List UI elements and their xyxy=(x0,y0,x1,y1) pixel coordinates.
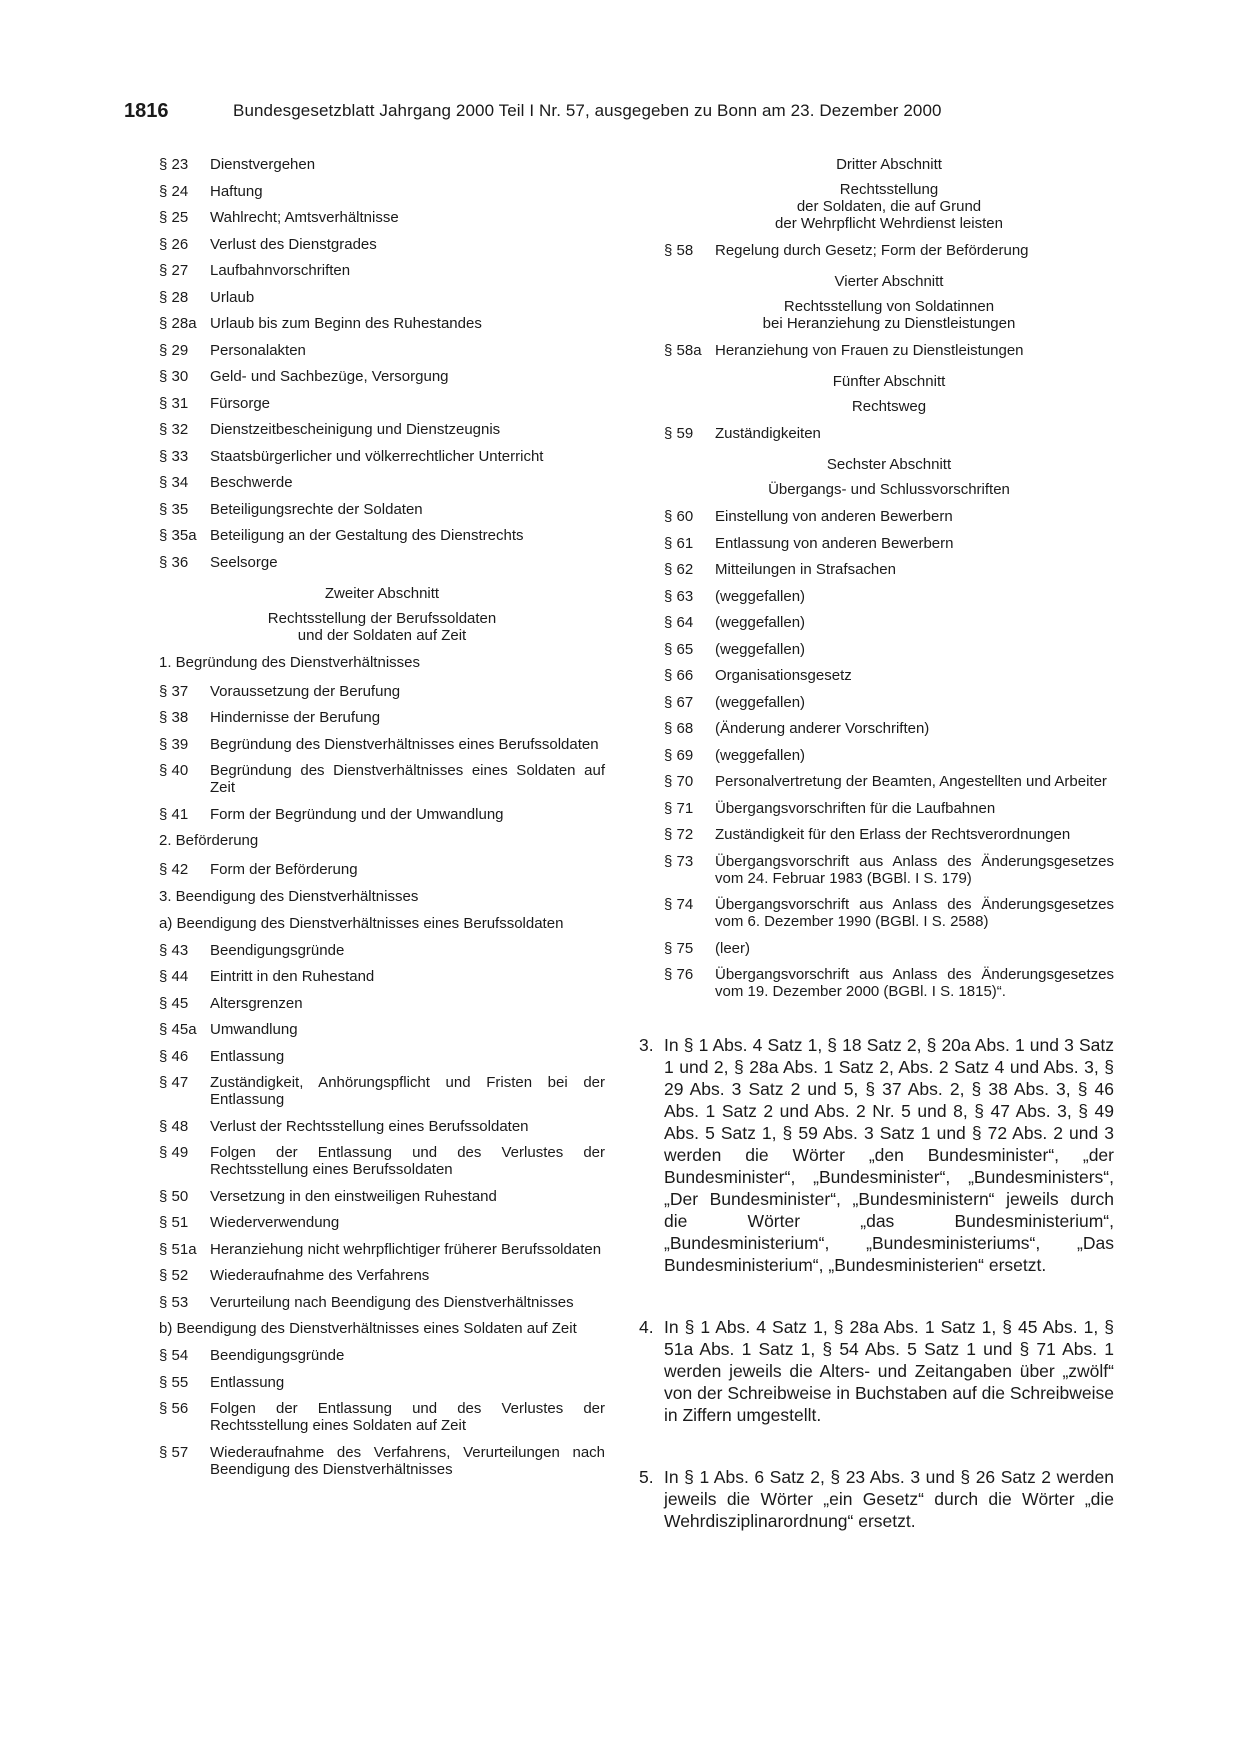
toc-entry xyxy=(159,236,605,253)
section-number: § 48 xyxy=(159,1117,189,1135)
section-number: § 73 xyxy=(664,852,694,870)
section-title-text: Dienstvergehen xyxy=(210,156,316,173)
section-subtitle: Rechtsweg xyxy=(851,398,927,415)
section-number: § 57 xyxy=(159,1443,189,1461)
section-title-text: Einstellung von anderen Bewerbern xyxy=(715,508,953,525)
section-title: Vierter Abschnitt xyxy=(834,273,944,290)
section-title-text: Entlassung xyxy=(210,1047,285,1065)
section-number: § 33 xyxy=(159,447,189,465)
section-title-text: Voraussetzung der Berufung xyxy=(210,682,401,700)
section-subtitle: Übergangs- und Schlussvorschriften xyxy=(768,481,1010,498)
section-title-text: Urlaub bis zum Beginn des Ruhestandes xyxy=(210,315,482,332)
section-number: § 44 xyxy=(159,968,189,985)
amendment-number: 3. xyxy=(639,1035,654,1055)
section-title-text: Verlust der Rechtsstellung eines Berufssoldaten xyxy=(210,1117,529,1135)
section-number: § 43 xyxy=(159,941,189,959)
section-title-text: (Änderung anderer Vorschriften) xyxy=(715,720,930,737)
section-heading xyxy=(664,273,1114,332)
section-number: § 61 xyxy=(664,534,694,552)
section-title-text: Hindernisse der Berufung xyxy=(210,709,381,726)
section-number: § 45 xyxy=(159,994,189,1012)
toc-group xyxy=(159,1347,605,1478)
section-title-text: Beschwerde xyxy=(210,474,293,491)
toc-entry xyxy=(159,1074,605,1108)
section-heading xyxy=(664,373,1114,415)
section-title-text: Eintritt in den Ruhestand xyxy=(210,968,375,985)
section-number: § 74 xyxy=(664,896,694,913)
toc-entry xyxy=(159,448,605,465)
section-number: § 50 xyxy=(159,1187,189,1205)
subheading: 2. Beförderung xyxy=(159,832,259,849)
toc-entry xyxy=(159,342,605,359)
amendment-item xyxy=(639,1316,1114,1426)
toc-entry xyxy=(664,614,1114,631)
toc-entry xyxy=(664,720,1114,737)
toc-entry xyxy=(664,694,1114,711)
toc-entry xyxy=(159,1188,605,1205)
toc-entry xyxy=(664,896,1114,930)
toc-entry xyxy=(664,773,1114,790)
toc-entry xyxy=(159,736,605,753)
section-number: § 59 xyxy=(664,425,694,442)
toc-entry xyxy=(664,535,1114,552)
section-number: § 53 xyxy=(159,1293,189,1311)
section-title-text: Haftung xyxy=(210,182,263,200)
section-title-text: Zuständigkeit für den Erlass der Rechtsverordnungen xyxy=(715,826,1071,843)
page-number: 1816 xyxy=(124,100,169,122)
section-title-text: Begründung des Dienstverhältnisses eines Berufssoldaten xyxy=(210,735,599,753)
section-number: § 62 xyxy=(664,561,694,578)
toc-entry xyxy=(159,1444,605,1478)
section-number: § 58a xyxy=(664,342,702,359)
toc-entry xyxy=(159,474,605,491)
amendment-text: In § 1 Abs. 6 Satz 2, § 23 Abs. 3 und § 26 Satz 2 werden jeweils die Wörter „ein Gesetz“ durch die Wörter „die Wehrdisziplinarordnung“ ersetzt. xyxy=(664,1467,1114,1531)
section-number: § 56 xyxy=(159,1400,189,1417)
section-title-text: Dienstzeitbescheinigung und Dienstzeugnis xyxy=(210,421,501,438)
section-number: § 47 xyxy=(159,1074,189,1091)
section-number: § 35a xyxy=(159,527,197,544)
section-title-text: Wiederaufnahme des Verfahrens, Verurteilungen nach Beendigung des Dienstverhältnisses xyxy=(210,1443,605,1478)
section-title-text: Form der Beförderung xyxy=(210,861,358,878)
section-subtitle: Rechtsstellung der Berufssoldaten xyxy=(267,609,497,627)
toc-entry xyxy=(159,861,605,878)
toc-entry xyxy=(664,242,1114,259)
amendment-text: In § 1 Abs. 4 Satz 1, § 28a Abs. 1 Satz 1, § 45 Abs. 1, § 51a Abs. 1 Satz 1, § 54 Abs. 5 Satz 1 und § 71 Abs. 1 werden jeweils die Alters- und Zeitangaben über „zwölf“ von der Schreibweise in Buchstaben auf die Schreibweise in Ziffern umgestellt. xyxy=(664,1317,1114,1425)
section-title: Sechster Abschnitt xyxy=(826,456,952,473)
toc-entry xyxy=(664,342,1114,359)
toc-entry xyxy=(159,806,605,823)
toc-entry xyxy=(159,183,605,200)
section-number: § 65 xyxy=(664,640,694,658)
section-title-text: Übergangsvorschrift aus Anlass des Änderungsgesetzes vom 6. Dezember 1990 (BGBl. I S. 2588) xyxy=(715,896,1114,930)
section-title-text: (weggefallen) xyxy=(715,693,806,711)
section-number: § 63 xyxy=(664,587,694,605)
toc-entry xyxy=(159,1241,605,1258)
subheading: a) Beendigung des Dienstverhältnisses eines Berufssoldaten xyxy=(159,914,564,932)
page-header xyxy=(124,100,1124,130)
section-number: § 32 xyxy=(159,421,189,438)
toc-entry xyxy=(159,368,605,385)
toc-entry xyxy=(159,1118,605,1135)
amendment-text: In § 1 Abs. 4 Satz 1, § 18 Satz 2, § 20a Abs. 1 und 3 Satz 1 und 2, § 28a Abs. 1 Satz 2, Abs. 2 Satz 4 und Abs. 3, § 29 Abs. 3 Satz 2 und 5, § 37 Abs. 2, § 38 Abs. 3, § 46 Abs. 1 Satz 2 und Abs. 2 Nr. 5 und 8, § 47 Abs. 3, § 49 Abs. 5 Satz 1, § 59 Abs. 3 Satz 1 und § 72 Abs. 2 und 3 werden die Wörter „den Bundesminister“, „der Bundesminister“, „Bundesminister“, „Bundesministers“, „Der Bundesminister“, „Bundesministern“ jeweils durch die Wörter „das Bundesministerium“, „Bundesministerium“, „Bundesministeriums“, „Das Bundesministerium“, „Bundesministerien“ ersetzt. xyxy=(664,1035,1114,1275)
section-title-text: Verlust des Dienstgrades xyxy=(210,235,377,253)
section-title-text: Geld- und Sachbezüge, Versorgung xyxy=(210,368,449,385)
section-title-text: (weggefallen) xyxy=(715,614,806,631)
section-number: § 69 xyxy=(664,746,694,764)
section-title-text: Folgen der Entlassung und des Verlustes der Rechtsstellung eines Soldaten auf Zeit xyxy=(210,1400,605,1434)
section-title-text: Fürsorge xyxy=(210,394,271,412)
toc-entry xyxy=(159,683,605,700)
toc-group xyxy=(664,242,1114,259)
right-column xyxy=(639,156,1114,1532)
toc-entry xyxy=(159,1267,605,1284)
section-number: § 31 xyxy=(159,394,189,412)
section-subtitle: Rechtsstellung von Soldatinnen xyxy=(783,298,995,315)
section-number: § 55 xyxy=(159,1373,189,1391)
toc-entry xyxy=(664,747,1114,764)
section-number: § 29 xyxy=(159,341,189,359)
section-title-text: Beendigungsgründe xyxy=(210,941,345,959)
section-heading xyxy=(664,456,1114,498)
amendment-number: 5. xyxy=(639,1467,654,1487)
running-title: Bundesgesetzblatt Jahrgang 2000 Teil I Nr. 57, ausgegeben zu Bonn am 23. Dezember 2000 xyxy=(233,101,942,120)
section-title-text: Zuständigkeiten xyxy=(715,425,821,442)
section-title-text: Heranziehung nicht wehrpflichtiger früherer Berufssoldaten xyxy=(210,1240,602,1258)
section-number: § 27 xyxy=(159,262,189,279)
section-title: Dritter Abschnitt xyxy=(836,156,942,173)
section-title-text: Folgen der Entlassung und des Verlustes der Rechtsstellung eines Berufssoldaten xyxy=(210,1144,605,1178)
toc-entry xyxy=(664,588,1114,605)
section-number: § 25 xyxy=(159,209,189,226)
section-title-text: Mitteilungen in Strafsachen xyxy=(715,561,896,578)
toc-entry xyxy=(159,968,605,985)
toc-entry xyxy=(664,425,1114,442)
section-heading xyxy=(159,585,605,644)
toc-entry xyxy=(159,1144,605,1178)
section-subtitle: bei Heranziehung zu Dienstleistungen xyxy=(762,315,1016,332)
section-number: § 37 xyxy=(159,682,189,700)
section-title-text: Beteiligungsrechte der Soldaten xyxy=(210,500,423,518)
toc-entry xyxy=(664,940,1114,957)
section-title-text: Wahlrecht; Amtsverhältnisse xyxy=(210,209,399,226)
section-title-text: Laufbahnvorschriften xyxy=(210,262,351,279)
section-number: § 75 xyxy=(664,939,694,957)
section-subtitle: Rechtsstellung xyxy=(839,181,939,198)
toc-entry xyxy=(159,942,605,959)
left-column xyxy=(159,156,605,1487)
section-number: § 52 xyxy=(159,1267,189,1284)
section-number: § 26 xyxy=(159,235,189,253)
section-title-text: Staatsbürgerlicher und völkerrechtlicher Unterricht xyxy=(210,447,544,465)
toc-entry xyxy=(159,1374,605,1391)
subheading: b) Beendigung des Dienstverhältnisses eines Soldaten auf Zeit xyxy=(159,1320,577,1337)
section-title: Zweiter Abschnitt xyxy=(324,584,440,602)
section-subtitle: der Wehrpflicht Wehrdienst leisten xyxy=(775,215,1003,232)
section-title: Fünfter Abschnitt xyxy=(832,373,946,390)
subheading: 3. Beendigung des Dienstverhältnisses xyxy=(159,887,419,905)
section-title-text: Wiederverwendung xyxy=(210,1214,340,1231)
section-title-text: Organisationsgesetz xyxy=(715,667,852,684)
toc-entry xyxy=(159,395,605,412)
toc-group xyxy=(664,342,1114,359)
toc-group xyxy=(664,425,1114,442)
section-title-text: Begründung des Dienstverhältnisses eines Soldaten auf Zeit xyxy=(210,762,605,796)
amendment-item xyxy=(639,1466,1114,1532)
section-number: § 24 xyxy=(159,182,189,200)
section-number: § 70 xyxy=(664,773,694,790)
section-number: § 34 xyxy=(159,474,189,491)
section-subtitle: der Soldaten, die auf Grund xyxy=(796,198,982,215)
section-number: § 71 xyxy=(664,799,694,817)
section-title-text: Wiederaufnahme des Verfahrens xyxy=(210,1267,430,1284)
toc-entry xyxy=(159,709,605,726)
section-title-text: Heranziehung von Frauen zu Dienstleistungen xyxy=(715,342,1024,359)
toc-entry xyxy=(159,527,605,544)
toc-entry xyxy=(159,995,605,1012)
toc-entry xyxy=(664,853,1114,887)
section-number: § 46 xyxy=(159,1047,189,1065)
section-number: § 72 xyxy=(664,826,694,843)
section-title-text: Entlassung von anderen Bewerbern xyxy=(715,534,954,552)
toc-entry xyxy=(159,315,605,332)
toc-entry xyxy=(159,421,605,438)
toc-group xyxy=(159,861,605,878)
section-title-text: Verurteilung nach Beendigung des Dienstverhältnisses xyxy=(210,1293,574,1311)
section-number: § 60 xyxy=(664,508,694,525)
amendment-number: 4. xyxy=(639,1317,654,1337)
section-number: § 42 xyxy=(159,861,189,878)
section-number: § 66 xyxy=(664,667,694,684)
section-title-text: Seelsorge xyxy=(210,553,278,571)
toc-entry xyxy=(664,508,1114,525)
section-number: § 40 xyxy=(159,762,189,779)
section-number: § 23 xyxy=(159,156,189,173)
toc-group xyxy=(159,942,605,1311)
section-number: § 30 xyxy=(159,368,189,385)
section-number: § 49 xyxy=(159,1144,189,1161)
section-title-text: Personalvertretung der Beamten, Angestellten und Arbeiter xyxy=(715,773,1107,790)
section-title-text: Übergangsvorschrift aus Anlass des Änderungsgesetzes vom 19. Dezember 2000 (BGBl. I S. 1815)“. xyxy=(715,966,1114,1000)
section-title-text: (weggefallen) xyxy=(715,640,806,658)
section-number: § 58 xyxy=(664,242,694,259)
section-number: § 36 xyxy=(159,553,189,571)
section-title-text: (weggefallen) xyxy=(715,746,806,764)
toc-entry xyxy=(664,966,1114,1000)
toc-group xyxy=(159,683,605,823)
subheading: 1. Begründung des Dienstverhältnisses xyxy=(159,653,420,671)
section-number: § 39 xyxy=(159,735,189,753)
toc-entry xyxy=(664,826,1114,843)
section-title-text: Versetzung in den einstweiligen Ruhestand xyxy=(210,1187,497,1205)
section-title-text: Entlassung xyxy=(210,1373,285,1391)
section-title-text: Urlaub xyxy=(210,288,255,306)
toc-entry xyxy=(159,1400,605,1434)
section-title-text: (weggefallen) xyxy=(715,587,806,605)
toc-entry xyxy=(664,800,1114,817)
section-title-text: Form der Begründung und der Umwandlung xyxy=(210,805,504,823)
toc-entry xyxy=(159,554,605,571)
toc-entry xyxy=(159,262,605,279)
section-heading xyxy=(664,156,1114,232)
section-number: § 51a xyxy=(159,1240,197,1258)
toc-entry xyxy=(159,1214,605,1231)
section-number: § 76 xyxy=(664,966,694,983)
toc-entry xyxy=(664,641,1114,658)
toc-entry xyxy=(664,561,1114,578)
section-number: § 38 xyxy=(159,709,189,726)
amendment-list xyxy=(639,1034,1114,1532)
toc-entry xyxy=(159,156,605,173)
section-number: § 54 xyxy=(159,1347,189,1364)
section-title-text: Personalakten xyxy=(210,341,306,359)
section-title-text: Übergangsvorschrift aus Anlass des Änderungsgesetzes vom 24. Februar 1983 (BGBl. I S. 179) xyxy=(715,852,1114,887)
section-number: § 68 xyxy=(664,720,694,737)
toc-entry xyxy=(159,1347,605,1364)
toc-entry xyxy=(159,501,605,518)
section-title-text: Regelung durch Gesetz; Form der Beförderung xyxy=(715,242,1029,259)
section-number: § 67 xyxy=(664,693,694,711)
section-title-text: Umwandlung xyxy=(210,1021,298,1038)
toc-entry xyxy=(159,762,605,796)
section-title-text: Beteiligung an der Gestaltung des Dienstrechts xyxy=(210,527,524,544)
section-number: § 64 xyxy=(664,614,694,631)
section-title-text: Übergangsvorschriften für die Laufbahnen xyxy=(715,799,996,817)
section-number: § 41 xyxy=(159,805,189,823)
section-number: § 51 xyxy=(159,1214,189,1231)
section-number: § 28a xyxy=(159,315,197,332)
toc-entry xyxy=(159,1048,605,1065)
toc-group xyxy=(664,508,1114,1000)
section-title-text: (leer) xyxy=(715,939,751,957)
toc-entry xyxy=(159,289,605,306)
section-subtitle: und der Soldaten auf Zeit xyxy=(297,626,467,644)
section-title-text: Zuständigkeit, Anhörungspflicht und Fristen bei der Entlassung xyxy=(210,1074,605,1108)
toc-entry xyxy=(664,667,1114,684)
toc-entry xyxy=(159,1021,605,1038)
section-number: § 45a xyxy=(159,1021,197,1038)
section-number: § 28 xyxy=(159,288,189,306)
toc-group xyxy=(159,156,605,571)
section-title-text: Beendigungsgründe xyxy=(210,1347,345,1364)
section-title-text: Altersgrenzen xyxy=(210,994,303,1012)
section-number: § 35 xyxy=(159,500,189,518)
toc-entry xyxy=(159,1294,605,1311)
toc-entry xyxy=(159,209,605,226)
amendment-item xyxy=(639,1034,1114,1276)
